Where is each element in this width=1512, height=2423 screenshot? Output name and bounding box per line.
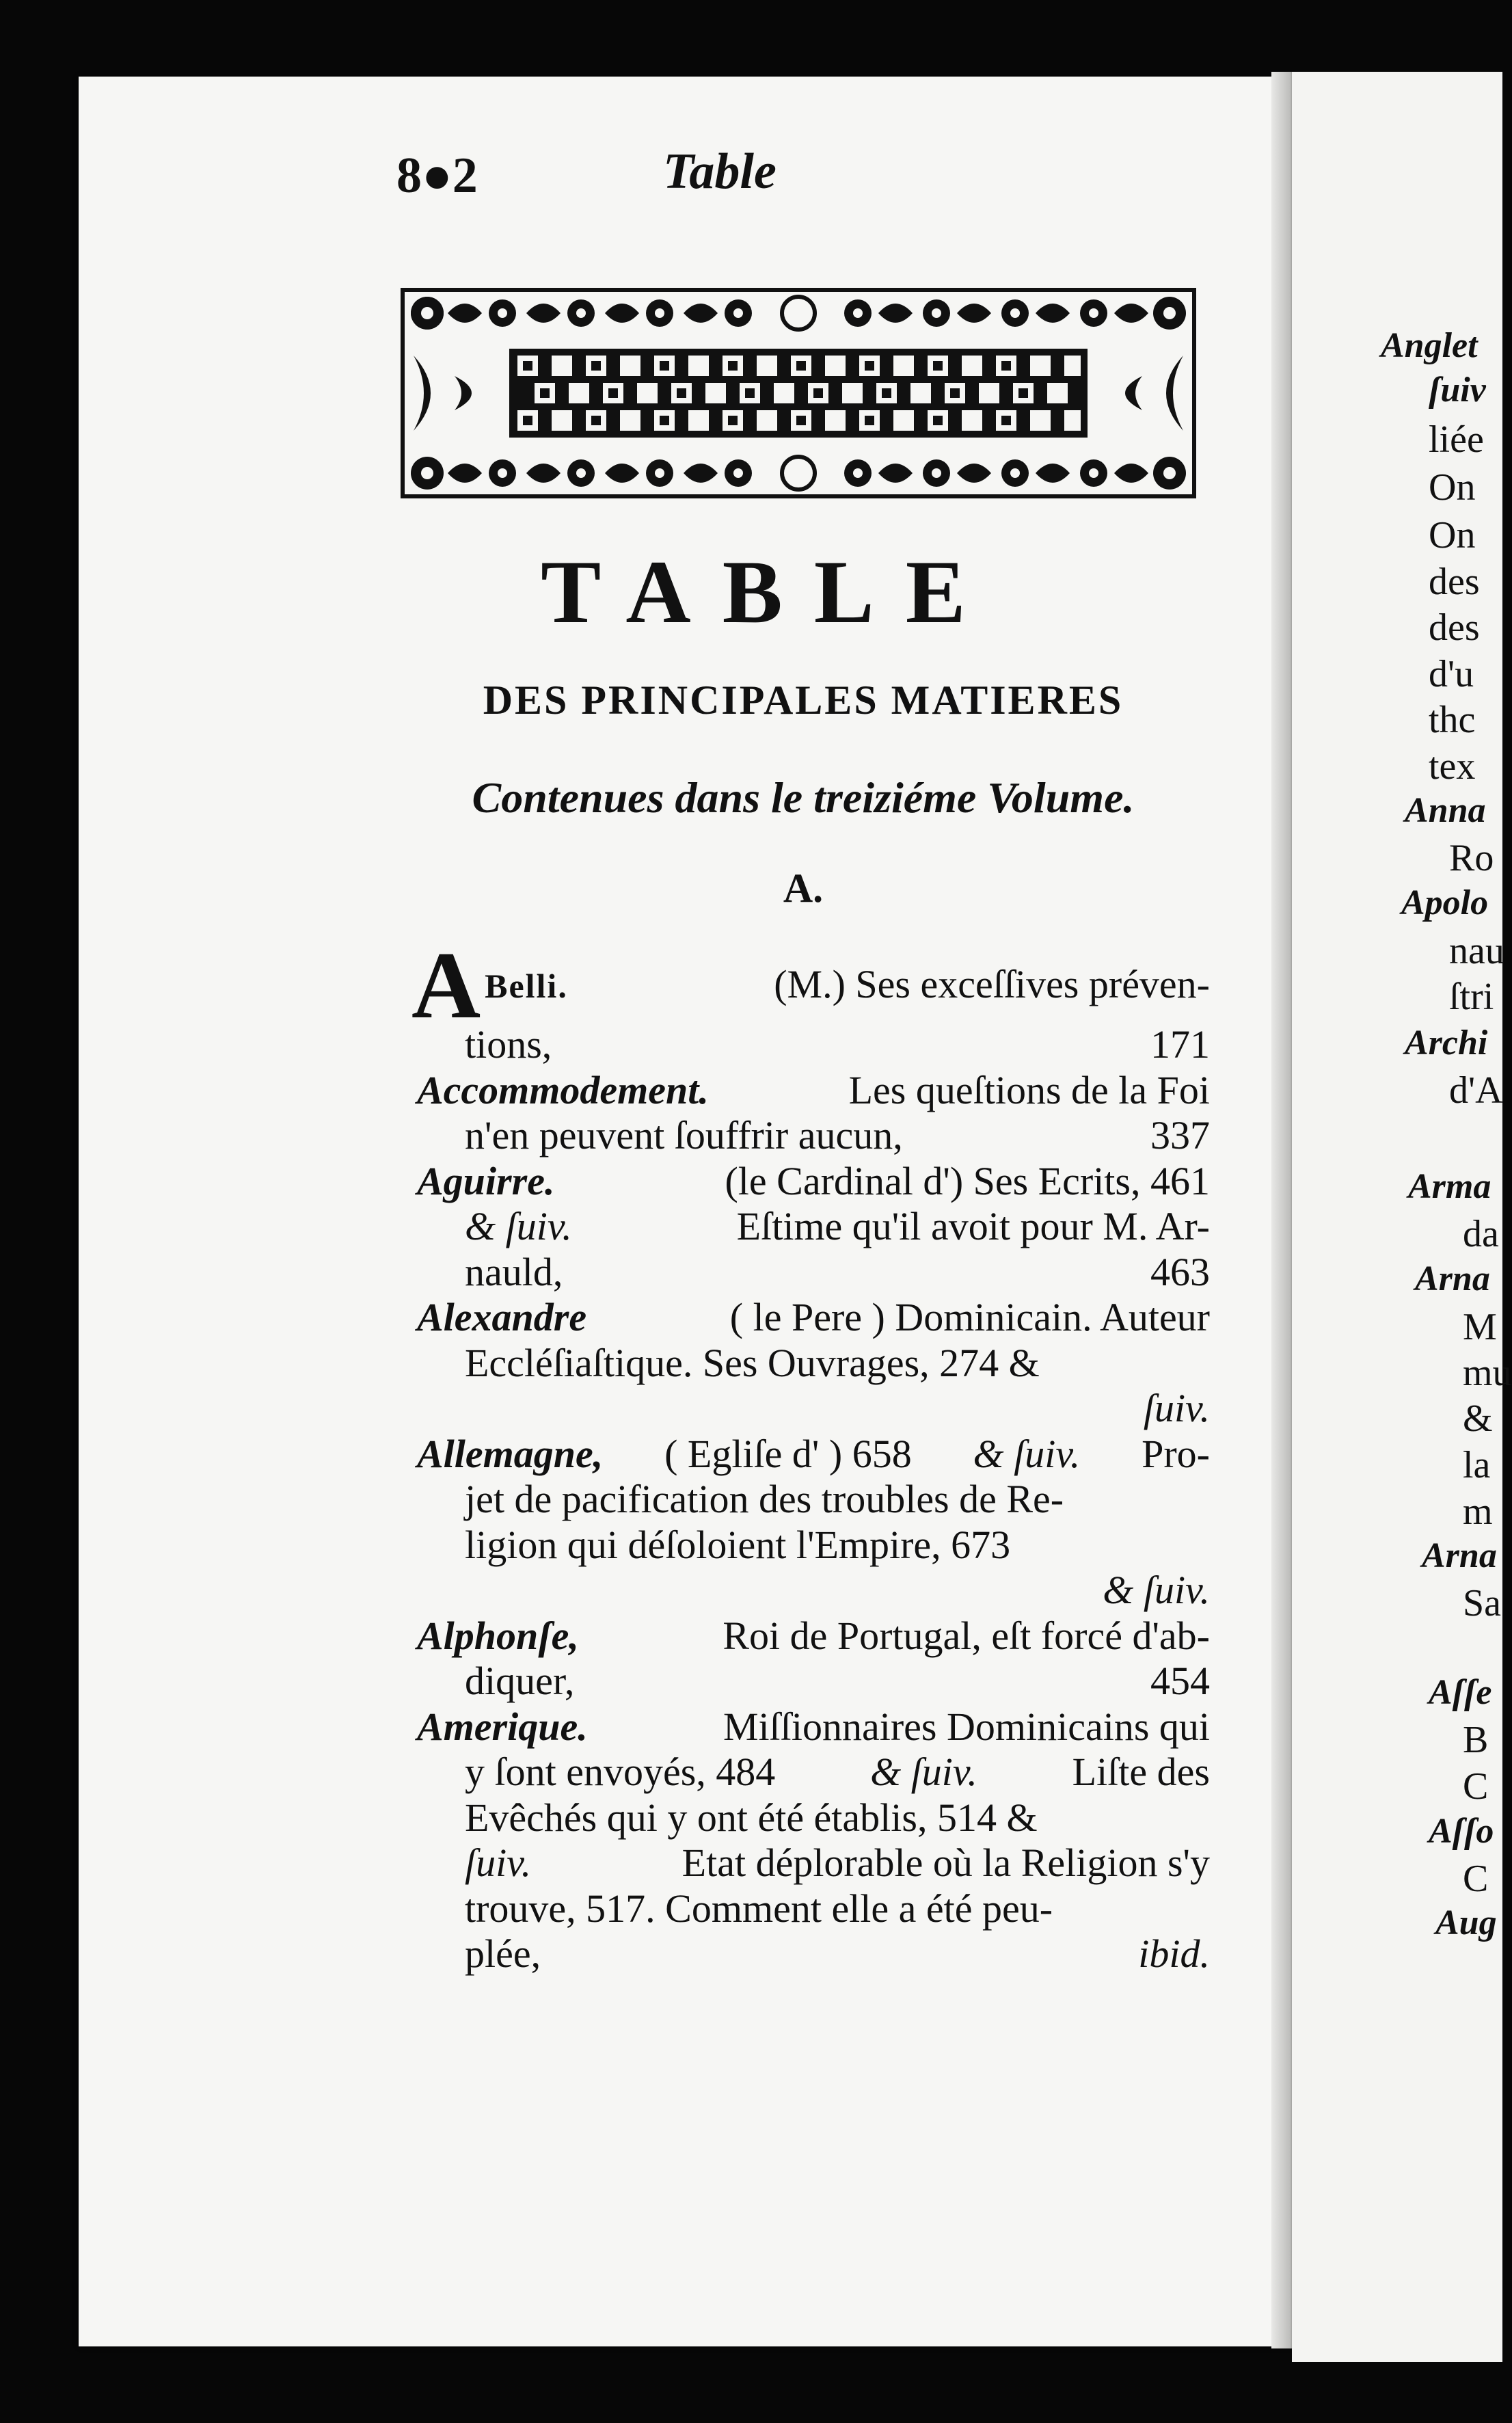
index-entry: [417, 1614, 1210, 1659]
entry-line: [417, 1386, 1210, 1432]
entry-text: Eccléſiaſtique. Ses Ouvrages, 274 &: [465, 1340, 1040, 1385]
entry-text: tions,: [465, 1022, 552, 1067]
facing-line: Apolo: [1401, 883, 1489, 922]
facing-line: ſtri: [1449, 976, 1494, 1018]
entry-name: Belli.: [485, 967, 568, 1005]
page-ref: 463: [1150, 1249, 1210, 1294]
entry-text: (M.) Ses exceſſives préven-: [774, 962, 1210, 1006]
running-head: [321, 133, 1217, 204]
facing-line: On: [1429, 514, 1476, 557]
facing-line: d'u: [1429, 653, 1474, 695]
index-entries: [411, 933, 1210, 1977]
entry-name: Alphonſe,: [417, 1613, 579, 1658]
index-entry: [411, 933, 1210, 1039]
facing-line: des: [1429, 606, 1480, 649]
entry-name: Accommodement.: [417, 1067, 709, 1112]
facing-line: Arma: [1408, 1167, 1491, 1206]
entry-line: [417, 1750, 1210, 1795]
entry-text: Roi de Portugal, eſt forcé d'ab-: [723, 1613, 1210, 1658]
entry-text: Miſſionnaires Dominicains qui: [723, 1704, 1210, 1749]
entry-line: [417, 1659, 1210, 1704]
entry-text: & ſuiv.: [465, 1204, 572, 1248]
entry-text: ſuiv.: [1143, 1386, 1210, 1430]
facing-line: Ro: [1449, 837, 1494, 879]
entry-text: nauld,: [465, 1249, 563, 1294]
page-title: TABLE: [541, 541, 997, 642]
entry-text: & ſuiv.: [870, 1750, 977, 1794]
page-ref: 171: [1150, 1022, 1210, 1067]
facing-line: ſuiv: [1429, 371, 1486, 410]
facing-page: [1292, 72, 1512, 2362]
page-number: 8●2: [396, 148, 478, 204]
facing-line: Aug: [1435, 1903, 1497, 1942]
entry-text: Pro-: [1142, 1431, 1210, 1476]
page-ref: 454: [1150, 1659, 1210, 1703]
facing-line: da: [1463, 1213, 1499, 1255]
entry-text: ſuiv.: [465, 1840, 532, 1885]
entry-line: [417, 1250, 1210, 1296]
facing-line: Aſſe: [1429, 1673, 1492, 1712]
entry-text: Les queſtions de la Foi: [848, 1067, 1210, 1112]
facing-line: B: [1463, 1719, 1489, 1761]
subtitle: DES PRINCIPALES MATIERES: [483, 678, 1124, 723]
entry-line: [417, 1795, 1210, 1841]
entry-name: Aguirre.: [417, 1158, 555, 1203]
facing-line: Archi: [1405, 1023, 1488, 1062]
entry-text: n'en peuvent ſouffrir aucun,: [465, 1113, 903, 1157]
entry-line: [417, 1568, 1210, 1614]
entry-name: Alexandre: [417, 1295, 587, 1339]
entry-line: [417, 1931, 1210, 1977]
entry-line: [417, 1204, 1210, 1250]
entry-line: [417, 1341, 1210, 1387]
entry-line: [417, 1113, 1210, 1159]
entry-text: trouve, 517. Comment elle a été peu-: [465, 1886, 1053, 1931]
decorative-ornament-band: [400, 287, 1197, 499]
entry-text: plée,: [465, 1931, 541, 1976]
entry-line: [417, 1840, 1210, 1886]
entry-line: [417, 1022, 1210, 1068]
facing-line: M: [1463, 1306, 1497, 1348]
page-ref: ibid.: [1138, 1931, 1210, 1976]
entry-text: jet de pacification des troubles de Re-: [465, 1477, 1064, 1521]
entry-text: Evêchés qui y ont été établis, 514 &: [465, 1795, 1038, 1840]
entry-text: Eſtime qu'il avoit pour M. Ar-: [736, 1204, 1210, 1248]
entry-line: [417, 1886, 1210, 1932]
entry-text: ligion qui déſoloient l'Empire, 673: [465, 1522, 1011, 1567]
index-entry: [417, 1068, 1210, 1114]
facing-line: des: [1429, 561, 1480, 603]
entry-text: & ſuiv.: [973, 1431, 1081, 1476]
facing-line: Anglet: [1381, 326, 1478, 365]
facing-line: C: [1463, 1765, 1489, 1808]
facing-line: m: [1463, 1490, 1493, 1533]
facing-line: nau: [1449, 930, 1504, 972]
entry-line: [417, 1523, 1210, 1568]
facing-line: Aſſo: [1429, 1812, 1494, 1851]
facing-line: Arna: [1415, 1259, 1490, 1298]
facing-line: C: [1463, 1858, 1489, 1900]
entry-text: ( le Pere ) Dominicain. Auteur: [729, 1295, 1210, 1339]
facing-line: d'A: [1449, 1069, 1503, 1112]
page-ref: 337: [1150, 1113, 1210, 1157]
entry-text: (le Cardinal d') Ses Ecrits, 461: [725, 1158, 1210, 1203]
drop-cap: A: [411, 933, 481, 1039]
entry-text: y ſont envoyés, 484: [465, 1750, 776, 1794]
facing-line: &: [1463, 1397, 1493, 1440]
index-entry: [417, 1432, 1210, 1477]
index-entry: [417, 1295, 1210, 1341]
entry-text: ( Egliſe d' ) 658: [664, 1431, 912, 1476]
index-entry: [417, 1704, 1210, 1750]
facing-line: liée: [1429, 418, 1484, 461]
facing-line: Arna: [1422, 1536, 1497, 1575]
entry-text: Etat déplorable où la Religion s'y: [681, 1840, 1210, 1885]
entry-name: Allemagne,: [417, 1431, 604, 1476]
facing-line: On: [1429, 466, 1476, 509]
facing-line: thc: [1429, 699, 1476, 741]
facing-line: Sa: [1463, 1582, 1501, 1624]
running-title: Table: [663, 144, 777, 200]
entry-line: [417, 1477, 1210, 1523]
subtitle-volume: Contenues dans le treiziéme Volume.: [472, 773, 1135, 822]
facing-line: mu: [1463, 1352, 1512, 1394]
entry-text: & ſuiv.: [1103, 1568, 1210, 1612]
entry-name: Amerique.: [417, 1704, 588, 1749]
entry-text: Liſte des: [1072, 1750, 1210, 1794]
facing-line: tex: [1429, 745, 1476, 788]
section-letter: A.: [783, 866, 824, 911]
facing-line: la: [1463, 1444, 1491, 1486]
index-entry: [417, 1159, 1210, 1205]
entry-text: diquer,: [465, 1659, 575, 1703]
facing-line: Anna: [1405, 791, 1486, 830]
